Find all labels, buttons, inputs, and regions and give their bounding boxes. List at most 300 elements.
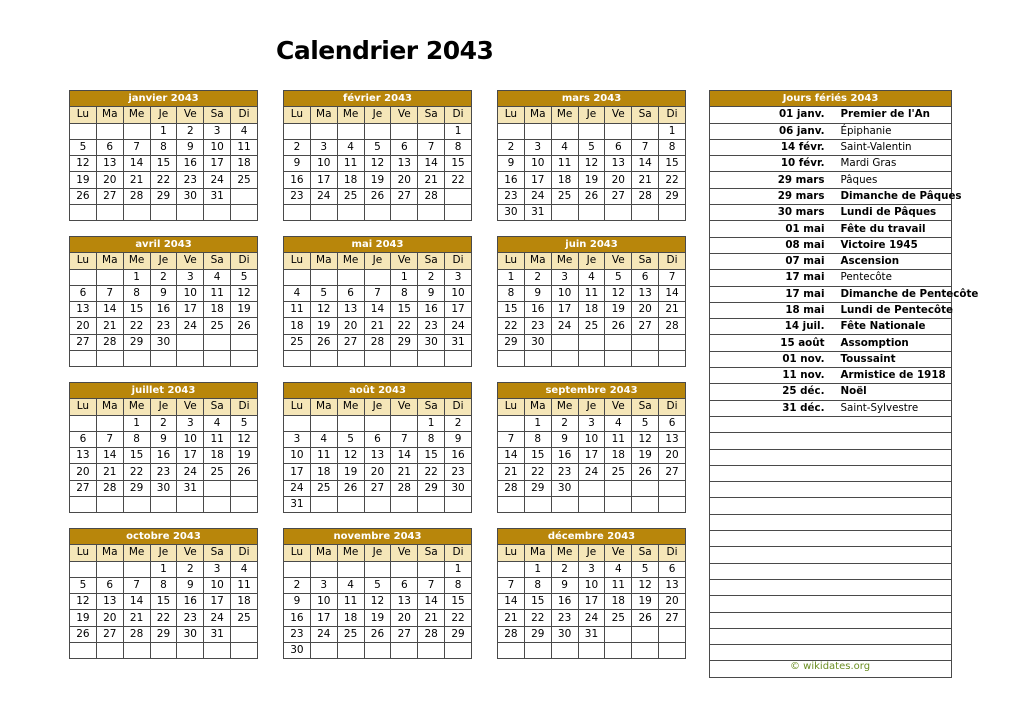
day-cell: 27 — [659, 610, 686, 626]
day-cell: 27 — [659, 464, 686, 480]
day-cell: 9 — [445, 431, 472, 447]
empty-cell — [364, 561, 391, 577]
empty-cell — [632, 123, 659, 139]
day-cell: 3 — [445, 269, 472, 285]
empty-cell — [391, 351, 418, 367]
day-cell: 5 — [605, 269, 632, 285]
day-cell: 4 — [605, 561, 632, 577]
day-cell: 12 — [605, 285, 632, 301]
holiday-date: 01 mai — [710, 221, 831, 237]
day-cell: 12 — [70, 594, 97, 610]
day-cell: 16 — [551, 448, 578, 464]
holiday-row — [710, 531, 952, 547]
day-cell: 22 — [445, 610, 472, 626]
weekday-label: Sa — [418, 107, 445, 123]
day-cell: 26 — [337, 480, 364, 496]
day-cell: 31 — [177, 480, 204, 496]
day-cell: 9 — [551, 577, 578, 593]
day-cell: 3 — [204, 561, 231, 577]
empty-cell — [632, 480, 659, 496]
day-cell: 12 — [310, 302, 337, 318]
day-cell: 14 — [391, 448, 418, 464]
day-cell: 23 — [418, 318, 445, 334]
empty-cell — [364, 123, 391, 139]
day-cell: 29 — [150, 626, 177, 642]
day-cell: 4 — [231, 561, 258, 577]
day-cell: 17 — [551, 302, 578, 318]
day-cell: 27 — [632, 318, 659, 334]
holiday-row — [710, 563, 952, 579]
day-cell: 21 — [418, 610, 445, 626]
empty-cell — [524, 497, 551, 513]
holiday-row — [710, 400, 952, 416]
day-cell: 28 — [498, 626, 525, 642]
day-cell: 30 — [418, 334, 445, 350]
empty-cell — [70, 123, 97, 139]
empty-cell — [578, 334, 605, 350]
empty-cell — [310, 497, 337, 513]
empty-cell — [96, 497, 123, 513]
weekday-label: Sa — [204, 399, 231, 415]
day-cell: 28 — [123, 626, 150, 642]
day-cell: 26 — [310, 334, 337, 350]
empty-cell — [831, 465, 952, 481]
day-cell: 21 — [659, 302, 686, 318]
day-cell: 17 — [310, 610, 337, 626]
day-cell: 17 — [524, 172, 551, 188]
empty-cell — [310, 123, 337, 139]
empty-cell — [391, 205, 418, 221]
month-calendar — [497, 236, 686, 367]
month-calendar — [497, 528, 686, 659]
holiday-row — [710, 205, 952, 221]
weekday-label: Lu — [498, 107, 525, 123]
weekday-label: Sa — [632, 545, 659, 561]
day-cell: 24 — [445, 318, 472, 334]
day-cell: 14 — [364, 302, 391, 318]
holiday-row — [710, 465, 952, 481]
weekday-label: Lu — [70, 545, 97, 561]
weekday-label: Me — [337, 399, 364, 415]
empty-cell — [710, 579, 831, 595]
day-cell: 19 — [364, 610, 391, 626]
day-cell: 22 — [524, 464, 551, 480]
day-cell: 16 — [284, 172, 311, 188]
empty-cell — [418, 561, 445, 577]
day-cell: 19 — [231, 302, 258, 318]
day-cell: 26 — [364, 626, 391, 642]
day-cell: 6 — [70, 431, 97, 447]
empty-cell — [284, 415, 311, 431]
holiday-row — [710, 498, 952, 514]
day-cell: 22 — [150, 610, 177, 626]
day-cell: 11 — [337, 156, 364, 172]
day-cell: 30 — [524, 334, 551, 350]
day-cell: 1 — [524, 415, 551, 431]
weekday-label: Ve — [177, 107, 204, 123]
month-calendar — [69, 236, 258, 367]
empty-cell — [231, 497, 258, 513]
day-cell: 16 — [284, 610, 311, 626]
day-cell: 21 — [498, 610, 525, 626]
empty-cell — [710, 547, 831, 563]
holiday-name: Assomption — [831, 335, 952, 351]
day-cell: 2 — [150, 415, 177, 431]
day-cell: 20 — [391, 610, 418, 626]
day-cell: 13 — [659, 431, 686, 447]
day-cell: 22 — [123, 318, 150, 334]
day-cell: 19 — [337, 464, 364, 480]
weekday-label: Lu — [498, 399, 525, 415]
weekday-label: Me — [551, 253, 578, 269]
weekday-label: Je — [364, 545, 391, 561]
empty-cell — [391, 123, 418, 139]
holiday-name: Fête Nationale — [831, 319, 952, 335]
day-cell: 29 — [498, 334, 525, 350]
weekday-label: Je — [150, 107, 177, 123]
day-cell: 26 — [70, 188, 97, 204]
day-cell: 11 — [551, 156, 578, 172]
weekday-label: Lu — [70, 399, 97, 415]
empty-cell — [337, 561, 364, 577]
day-cell: 13 — [659, 577, 686, 593]
day-cell: 13 — [337, 302, 364, 318]
day-cell: 3 — [204, 123, 231, 139]
empty-cell — [551, 351, 578, 367]
day-cell: 22 — [659, 172, 686, 188]
day-cell: 6 — [337, 285, 364, 301]
weekday-label: Di — [445, 253, 472, 269]
day-cell: 31 — [284, 497, 311, 513]
empty-cell — [551, 205, 578, 221]
day-cell: 31 — [578, 626, 605, 642]
day-cell: 12 — [70, 156, 97, 172]
day-cell: 7 — [418, 139, 445, 155]
day-cell: 18 — [578, 302, 605, 318]
day-cell: 24 — [310, 626, 337, 642]
day-cell: 24 — [177, 318, 204, 334]
day-cell: 26 — [231, 464, 258, 480]
empty-cell — [123, 497, 150, 513]
day-cell: 4 — [578, 269, 605, 285]
empty-cell — [70, 351, 97, 367]
day-cell: 4 — [284, 285, 311, 301]
empty-cell — [710, 596, 831, 612]
holiday-name: Armistice de 1918 — [831, 368, 952, 384]
day-cell: 16 — [551, 594, 578, 610]
weekday-label: Ma — [96, 399, 123, 415]
holiday-row — [710, 416, 952, 432]
day-cell: 10 — [204, 577, 231, 593]
empty-cell — [831, 416, 952, 432]
day-cell: 18 — [204, 448, 231, 464]
day-cell: 25 — [337, 188, 364, 204]
weekday-label: Je — [364, 399, 391, 415]
day-cell: 8 — [524, 577, 551, 593]
day-cell: 4 — [337, 139, 364, 155]
day-cell: 25 — [337, 626, 364, 642]
day-cell: 25 — [231, 172, 258, 188]
empty-cell — [524, 351, 551, 367]
month-calendar — [283, 90, 472, 221]
day-cell: 21 — [632, 172, 659, 188]
month-title: novembre 2043 — [284, 529, 472, 545]
month-calendar — [69, 90, 258, 221]
day-cell: 19 — [578, 172, 605, 188]
day-cell: 7 — [632, 139, 659, 155]
day-cell: 14 — [632, 156, 659, 172]
empty-cell — [364, 269, 391, 285]
day-cell: 16 — [445, 448, 472, 464]
empty-cell — [364, 351, 391, 367]
weekday-label: Ve — [391, 107, 418, 123]
empty-cell — [310, 205, 337, 221]
holiday-row — [710, 449, 952, 465]
day-cell: 22 — [391, 318, 418, 334]
day-cell: 10 — [310, 594, 337, 610]
holiday-row — [710, 612, 952, 628]
holiday-name: Premier de l'An — [831, 107, 952, 123]
day-cell: 11 — [231, 577, 258, 593]
day-cell: 12 — [231, 431, 258, 447]
empty-cell — [337, 123, 364, 139]
empty-cell — [70, 561, 97, 577]
empty-cell — [364, 497, 391, 513]
day-cell: 15 — [123, 302, 150, 318]
empty-cell — [231, 188, 258, 204]
day-cell: 20 — [605, 172, 632, 188]
day-cell: 26 — [605, 318, 632, 334]
day-cell: 19 — [310, 318, 337, 334]
empty-cell — [337, 415, 364, 431]
day-cell: 7 — [391, 431, 418, 447]
day-cell: 9 — [177, 139, 204, 155]
weekday-label: Sa — [418, 545, 445, 561]
holiday-date: 11 nov. — [710, 368, 831, 384]
empty-cell — [632, 643, 659, 659]
day-cell: 1 — [123, 269, 150, 285]
day-cell: 4 — [204, 415, 231, 431]
day-cell: 10 — [578, 431, 605, 447]
day-cell: 17 — [578, 448, 605, 464]
month-calendar — [69, 528, 258, 659]
weekday-label: Lu — [498, 253, 525, 269]
weekday-label: Lu — [284, 399, 311, 415]
day-cell: 12 — [578, 156, 605, 172]
holiday-name: Mardi Gras — [831, 156, 952, 172]
day-cell: 12 — [364, 594, 391, 610]
day-cell: 25 — [204, 318, 231, 334]
holiday-row — [710, 596, 952, 612]
day-cell: 22 — [123, 464, 150, 480]
day-cell: 29 — [391, 334, 418, 350]
empty-cell — [710, 465, 831, 481]
day-cell: 26 — [632, 464, 659, 480]
day-cell: 6 — [96, 577, 123, 593]
day-cell: 22 — [418, 464, 445, 480]
day-cell: 21 — [391, 464, 418, 480]
day-cell: 3 — [310, 577, 337, 593]
month-title: mai 2043 — [284, 237, 472, 253]
day-cell: 7 — [364, 285, 391, 301]
day-cell: 23 — [551, 464, 578, 480]
day-cell: 21 — [418, 172, 445, 188]
day-cell: 6 — [391, 139, 418, 155]
holiday-date: 15 août — [710, 335, 831, 351]
day-cell: 26 — [632, 610, 659, 626]
weekday-label: Me — [337, 545, 364, 561]
weekday-label: Je — [364, 107, 391, 123]
empty-cell — [710, 416, 831, 432]
empty-cell — [231, 480, 258, 496]
day-cell: 18 — [551, 172, 578, 188]
empty-cell — [231, 334, 258, 350]
day-cell: 20 — [70, 464, 97, 480]
day-cell: 16 — [150, 448, 177, 464]
empty-cell — [445, 205, 472, 221]
day-cell: 5 — [632, 415, 659, 431]
empty-cell — [204, 351, 231, 367]
empty-cell — [310, 415, 337, 431]
day-cell: 17 — [310, 172, 337, 188]
day-cell: 18 — [605, 594, 632, 610]
empty-cell — [204, 497, 231, 513]
holiday-name: Pâques — [831, 172, 952, 188]
weekday-label: Lu — [70, 107, 97, 123]
day-cell: 29 — [123, 334, 150, 350]
weekday-label: Ma — [310, 545, 337, 561]
empty-cell — [96, 561, 123, 577]
empty-cell — [123, 643, 150, 659]
weekday-label: Sa — [204, 253, 231, 269]
empty-cell — [659, 480, 686, 496]
day-cell: 18 — [337, 610, 364, 626]
day-cell: 7 — [123, 577, 150, 593]
empty-cell — [605, 480, 632, 496]
day-cell: 20 — [96, 172, 123, 188]
empty-cell — [831, 449, 952, 465]
empty-cell — [710, 514, 831, 530]
day-cell: 25 — [204, 464, 231, 480]
month-title: mars 2043 — [498, 91, 686, 107]
empty-cell — [445, 351, 472, 367]
empty-cell — [418, 351, 445, 367]
day-cell: 1 — [498, 269, 525, 285]
empty-cell — [710, 482, 831, 498]
empty-cell — [204, 205, 231, 221]
empty-cell — [96, 269, 123, 285]
empty-cell — [659, 205, 686, 221]
day-cell: 28 — [123, 188, 150, 204]
weekday-label: Sa — [204, 107, 231, 123]
day-cell: 11 — [204, 285, 231, 301]
day-cell: 30 — [150, 480, 177, 496]
empty-cell — [710, 612, 831, 628]
day-cell: 16 — [177, 594, 204, 610]
day-cell: 5 — [364, 139, 391, 155]
day-cell: 29 — [150, 188, 177, 204]
month-calendar — [69, 382, 258, 513]
day-cell: 5 — [632, 561, 659, 577]
day-cell: 27 — [70, 334, 97, 350]
day-cell: 28 — [418, 188, 445, 204]
day-cell: 1 — [524, 561, 551, 577]
day-cell: 14 — [498, 594, 525, 610]
day-cell: 25 — [578, 318, 605, 334]
empty-cell — [418, 643, 445, 659]
empty-cell — [364, 415, 391, 431]
weekday-label: Me — [123, 545, 150, 561]
day-cell: 7 — [418, 577, 445, 593]
day-cell: 16 — [524, 302, 551, 318]
day-cell: 6 — [96, 139, 123, 155]
empty-cell — [96, 205, 123, 221]
day-cell: 23 — [150, 464, 177, 480]
empty-cell — [710, 645, 831, 661]
empty-cell — [284, 269, 311, 285]
day-cell: 25 — [284, 334, 311, 350]
day-cell: 11 — [605, 431, 632, 447]
day-cell: 2 — [177, 561, 204, 577]
day-cell: 28 — [96, 334, 123, 350]
weekday-label: Ma — [310, 253, 337, 269]
holiday-name: Ascension — [831, 253, 952, 269]
day-cell: 4 — [337, 577, 364, 593]
day-cell: 5 — [70, 577, 97, 593]
day-cell: 29 — [524, 626, 551, 642]
day-cell: 19 — [70, 172, 97, 188]
empty-cell — [710, 449, 831, 465]
day-cell: 13 — [605, 156, 632, 172]
weekday-label: Sa — [632, 399, 659, 415]
holiday-row — [710, 368, 952, 384]
day-cell: 11 — [578, 285, 605, 301]
holiday-name: Lundi de Pentecôte — [831, 302, 952, 318]
empty-cell — [310, 561, 337, 577]
day-cell: 4 — [204, 269, 231, 285]
day-cell: 3 — [578, 415, 605, 431]
empty-cell — [551, 334, 578, 350]
empty-cell — [710, 628, 831, 644]
day-cell: 14 — [659, 285, 686, 301]
page-title: Calendrier 2043 — [276, 36, 494, 65]
holiday-row — [710, 319, 952, 335]
day-cell: 13 — [632, 285, 659, 301]
day-cell: 2 — [418, 269, 445, 285]
empty-cell — [284, 123, 311, 139]
day-cell: 27 — [391, 188, 418, 204]
weekday-label: Ve — [177, 253, 204, 269]
day-cell: 4 — [310, 431, 337, 447]
day-cell: 23 — [284, 626, 311, 642]
empty-cell — [231, 205, 258, 221]
day-cell: 17 — [578, 594, 605, 610]
day-cell: 3 — [284, 431, 311, 447]
empty-cell — [310, 269, 337, 285]
weekday-label: Je — [150, 253, 177, 269]
day-cell: 15 — [391, 302, 418, 318]
empty-cell — [231, 626, 258, 642]
holiday-row — [710, 482, 952, 498]
day-cell: 7 — [659, 269, 686, 285]
empty-cell — [70, 269, 97, 285]
day-cell: 6 — [632, 269, 659, 285]
month-title: juillet 2043 — [70, 383, 258, 399]
weekday-label: Ma — [524, 253, 551, 269]
day-cell: 21 — [498, 464, 525, 480]
day-cell: 24 — [578, 464, 605, 480]
month-calendar — [283, 382, 472, 513]
